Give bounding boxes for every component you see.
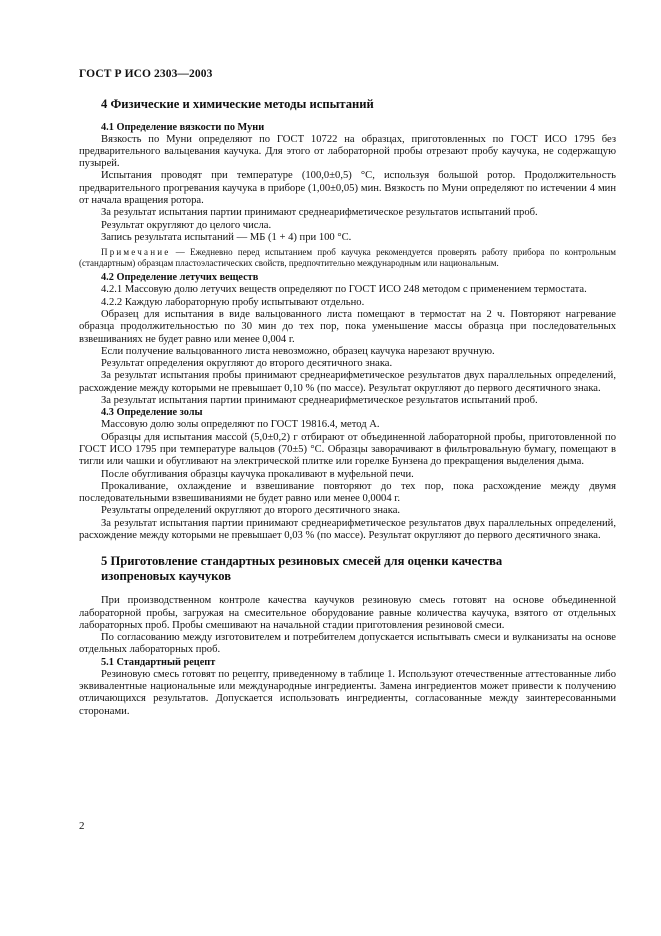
paragraph: По согласованию между изготовителем и потребителем допускается испытывать смеси и вулканизаты на основе отдельных лабораторных проб. xyxy=(79,632,616,656)
document-header: ГОСТ Р ИСО 2303—2003 xyxy=(79,68,213,80)
paragraph: За результат испытания партии принимают среднеарифметическое результатов испытаний проб. xyxy=(101,395,538,407)
note-text: — Ежедневно перед испытанием проб каучука рекомендуется проверять работу прибора по контрольным (стандартным) образцам пластоэластических свойств, предпочтительно международным или национальным. xyxy=(79,247,616,268)
paragraph: Запись результата испытаний — МБ (1 + 4) при 100 °С. xyxy=(101,231,352,243)
paragraph: Вязкость по Муни определяют по ГОСТ 10722 на образцах, приготовленных по ГОСТ ИСО 1795 без предварительного вальцевания каучука. Для этого от лабораторной пробы отрезают пробу каучука, не содержащую пузырей. xyxy=(79,133,616,170)
subsection-4-2-title: 4.2 Определение летучих веществ xyxy=(101,272,259,284)
section-5-title-line-2: изопреновых каучуков xyxy=(101,568,232,583)
paragraph: Образец для испытания в виде вальцованного листа помещают в термостат на 2 ч. Повторяют нагревание образца продолжительностью по 30 мин до тех пор, пока уменьшение массы образца при последовательных взвешиваниях не будет равно или менее 0,004 г. xyxy=(79,308,616,345)
paragraph: За результат испытания пробы принимают среднеарифметическое результатов двух параллельных определений, расхождение между которыми не превышает 0,10 % (по массе). Результат округляют до первого десятичного знака. xyxy=(79,370,616,394)
paragraph: Результат округляют до целого числа. xyxy=(101,219,272,231)
paragraph: При производственном контроле качества каучуков резиновую смесь готовят на основе объединенной лабораторной пробы, загружая на смесительное оборудование равные количества каучука, взятого от отдельных лабораторных проб. Пробы смешивают на начальной стадии приготовления резиновой смеси. xyxy=(79,595,616,631)
paragraph: За результат испытания партии принимают среднеарифметическое результатов двух параллельных определений, расхождение между которыми не превышает 0,03 % (по массе). Результат округляют до первого десятичного знака. xyxy=(79,517,616,541)
paragraph: Образцы для испытания массой (5,0±0,2) г отбирают от объединенной лабораторной пробы, приготовленной по ГОСТ ИСО 1795 при температуре вальцов (70±5) °С. Образцы заворачивают в фильтровальную бумагу, помещают в тигли или чашки и обугливают на электрической плитке или горелке Бунзена до прекращения выделения дыма. xyxy=(79,431,616,468)
paragraph: Результат определения округляют до второго десятичного знака. xyxy=(101,358,393,370)
section-5-title-line-1: 5 Приготовление стандартных резиновых смесей для оценки качества xyxy=(101,554,503,569)
paragraph: Массовую долю золы определяют по ГОСТ 19816.4, метод А. xyxy=(101,419,380,431)
paragraph: За результат испытания партии принимают среднеарифметическое результатов испытаний проб. xyxy=(101,207,538,219)
paragraph: Резиновую смесь готовят по рецепту, приведенному в таблице 1. Используют отечественные аттестованные либо эквивалентные национальные или международные ингредиенты. Замена ингредиентов может привести к получению отличающихся результатов. Допускается использовать ингредиенты, согласованные между заинтересованными сторонами. xyxy=(79,668,616,717)
note-label: Примечание xyxy=(101,247,171,258)
subsection-4-1-title: 4.1 Определение вязкости по Муни xyxy=(101,121,265,133)
note xyxy=(79,247,616,268)
paragraph: 4.2.1 Массовую долю летучих веществ определяют по ГОСТ ИСО 248 методом с применением термостата. xyxy=(101,284,587,296)
paragraph: После обугливания образцы каучука прокаливают в муфельной печи. xyxy=(101,468,414,480)
paragraph: Испытания проводят при температуре (100,0±0,5) °С, используя большой ротор. Продолжительность предварительного прогревания каучука в приборе (1,00±0,05) мин. Вязкость по Муни определяют по истечении 4 мин от начала вращения ротора. xyxy=(79,170,616,206)
paragraph: 4.2.2 Каждую лабораторную пробу испытывают отдельно. xyxy=(101,296,365,308)
subsection-4-3-title: 4.3 Определение золы xyxy=(101,407,203,419)
paragraph: Если получение вальцованного листа невозможно, образец каучука нарезают вручную. xyxy=(101,345,495,357)
subsection-5-1-title: 5.1 Стандартный рецепт xyxy=(101,656,216,668)
paragraph: Прокаливание, охлаждение и взвешивание повторяют до тех пор, пока расхождение между двумя последовательными взвешиваниями не будет равно или менее 0,0004 г. xyxy=(79,480,616,505)
paragraph: Результаты определений округляют до второго десятичного знака. xyxy=(101,505,401,517)
section-5-title xyxy=(79,554,616,583)
section-4-title: 4 Физические и химические методы испытаний xyxy=(101,97,374,111)
page-number: 2 xyxy=(79,820,85,832)
document-body xyxy=(79,93,616,718)
